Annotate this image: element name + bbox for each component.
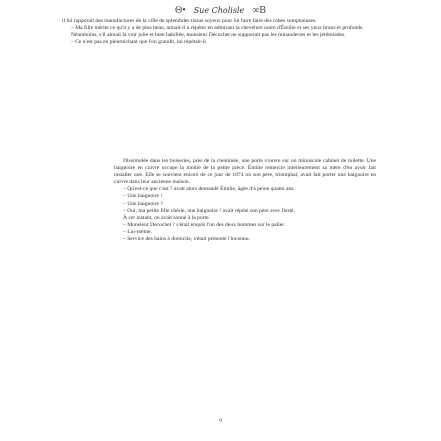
running-header xyxy=(0,3,441,17)
paragraph: – Lui-même. xyxy=(123,228,152,235)
paragraph: À cet instant, on avait sonné à la porte. xyxy=(123,214,210,221)
header-ornament-left: Θ• xyxy=(174,4,186,16)
paragraph: – Oui, ma petite fille chérie, une baignoire ! avait répété son père avec fierté. xyxy=(123,207,295,214)
paragraph: – Ma fille mérite ce qu'il y a de plus beau, aimait-il à répéter en admirant la chevelure noire d'Émilie et ses yeux bruns et profonds. xyxy=(71,25,364,32)
page-number: 9 xyxy=(219,418,222,424)
header-title: Sue Cholisle xyxy=(193,5,245,15)
paragraph: – Une baignoire ! xyxy=(123,193,163,200)
bottom-text-block xyxy=(114,158,376,243)
paragraph: – Qu'est-ce que c'est ? avait alors demandé Émilie, âgée d'à peine quatre ans. xyxy=(123,186,295,193)
paragraph: Néanmoins, s'il aimait la voir jolie et bien habillée, monsieur Décochet ne supportait pas les minauderies et les jérémiades. xyxy=(71,32,346,39)
paragraph: Dissimulée dans les boiseries, près de la cheminée, une porte s'ouvre sur un minuscule cabinet de toilette. Une baignoire en cuivre occupe la moitié de la petite pièce. Émilie remercie intérieurement sa mère d'en avoir fait installer une. Elle se souvient encore de ce jour de 1874 où son père, triomphal, avait fait porter une baignoire en cuivre dans leur ancienne maison. xyxy=(114,158,376,186)
paragraph: – Une baignoire ? xyxy=(123,200,163,207)
paragraph: – Service des bains à domicile, s'était présenté l'inconnu. xyxy=(123,236,250,243)
paragraph: – Ce n'est pas en pleurnichant que l'on grandit, lui répétait-il. xyxy=(71,39,208,46)
paragraph: il lui rapporait des manufactures de la ville de splendides tissus soyeux pour lui faire faire des robes somptueuses. xyxy=(62,18,317,24)
paragraph: – Monsieur Décochet ? s'était enquis l'un des deux hommes sur le palier. xyxy=(123,221,286,228)
top-text-block xyxy=(62,18,376,46)
header-ornament-right: ∞Β xyxy=(252,4,267,16)
